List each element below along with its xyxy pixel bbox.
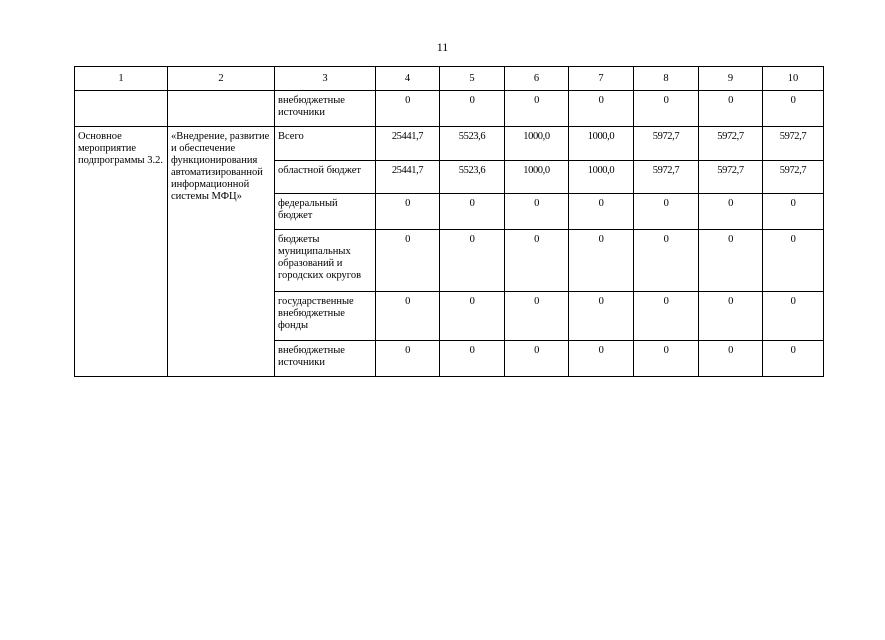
header-cell: 2 — [168, 67, 275, 91]
value-cell: 0 — [634, 91, 699, 127]
value-cell: 0 — [634, 194, 699, 230]
value-cell: 5972,7 — [634, 161, 699, 194]
header-cell: 9 — [699, 67, 763, 91]
funding-source: бюджеты муниципальных образований и городских округов — [275, 230, 376, 292]
header-cell: 4 — [376, 67, 440, 91]
funding-table — [74, 66, 824, 377]
value-cell: 0 — [569, 341, 634, 377]
value-cell: 0 — [763, 230, 824, 292]
table-row — [75, 91, 824, 127]
value-cell: 5523,6 — [440, 161, 505, 194]
value-cell: 0 — [505, 292, 569, 341]
empty-cell — [75, 91, 168, 127]
value-cell: 1000,0 — [569, 161, 634, 194]
header-cell: 3 — [275, 67, 376, 91]
funding-source: внебюджетные источники — [275, 91, 376, 127]
funding-source: государственные внебюджетные фонды — [275, 292, 376, 341]
value-cell: 25441,7 — [376, 127, 440, 161]
value-cell: 0 — [763, 91, 824, 127]
value-cell: 1000,0 — [505, 127, 569, 161]
value-cell: 5523,6 — [440, 127, 505, 161]
empty-cell — [168, 91, 275, 127]
value-cell: 0 — [376, 91, 440, 127]
value-cell: 25441,7 — [376, 161, 440, 194]
value-cell: 0 — [440, 230, 505, 292]
value-cell: 1000,0 — [569, 127, 634, 161]
value-cell: 1000,0 — [505, 161, 569, 194]
measure-name: Основное мероприятие подпрограммы 3.2. — [75, 127, 168, 377]
value-cell: 0 — [505, 341, 569, 377]
value-cell: 0 — [505, 230, 569, 292]
header-cell: 6 — [505, 67, 569, 91]
value-cell: 0 — [763, 341, 824, 377]
funding-source: Всего — [275, 127, 376, 161]
measure-title: «Внедрение, развитие и обеспечение функционирования автоматизированной информационной системы МФЦ» — [168, 127, 275, 377]
value-cell: 0 — [569, 91, 634, 127]
value-cell: 0 — [699, 341, 763, 377]
value-cell: 0 — [376, 292, 440, 341]
value-cell: 0 — [505, 194, 569, 230]
value-cell: 0 — [376, 341, 440, 377]
funding-source: федеральный бюджет — [275, 194, 376, 230]
header-cell: 10 — [763, 67, 824, 91]
value-cell: 0 — [505, 91, 569, 127]
header-row — [75, 67, 824, 91]
value-cell: 5972,7 — [699, 127, 763, 161]
value-cell: 5972,7 — [699, 161, 763, 194]
header-cell: 1 — [75, 67, 168, 91]
header-cell: 5 — [440, 67, 505, 91]
value-cell: 0 — [763, 194, 824, 230]
value-cell: 0 — [569, 292, 634, 341]
value-cell: 0 — [699, 230, 763, 292]
value-cell: 0 — [440, 91, 505, 127]
value-cell: 0 — [634, 230, 699, 292]
value-cell: 0 — [634, 292, 699, 341]
funding-source: областной бюджет — [275, 161, 376, 194]
value-cell: 0 — [699, 91, 763, 127]
header-cell: 8 — [634, 67, 699, 91]
table-row — [75, 127, 824, 161]
value-cell: 0 — [569, 230, 634, 292]
value-cell: 5972,7 — [763, 127, 824, 161]
value-cell: 0 — [699, 292, 763, 341]
value-cell: 0 — [763, 292, 824, 341]
value-cell: 0 — [440, 341, 505, 377]
value-cell: 5972,7 — [763, 161, 824, 194]
value-cell: 0 — [440, 194, 505, 230]
value-cell: 0 — [376, 230, 440, 292]
page-number: 11 — [436, 40, 449, 54]
value-cell: 0 — [569, 194, 634, 230]
value-cell: 0 — [376, 194, 440, 230]
header-cell: 7 — [569, 67, 634, 91]
value-cell: 0 — [699, 194, 763, 230]
value-cell: 0 — [634, 341, 699, 377]
funding-source: внебюджетные источники — [275, 341, 376, 377]
value-cell: 0 — [440, 292, 505, 341]
value-cell: 5972,7 — [634, 127, 699, 161]
